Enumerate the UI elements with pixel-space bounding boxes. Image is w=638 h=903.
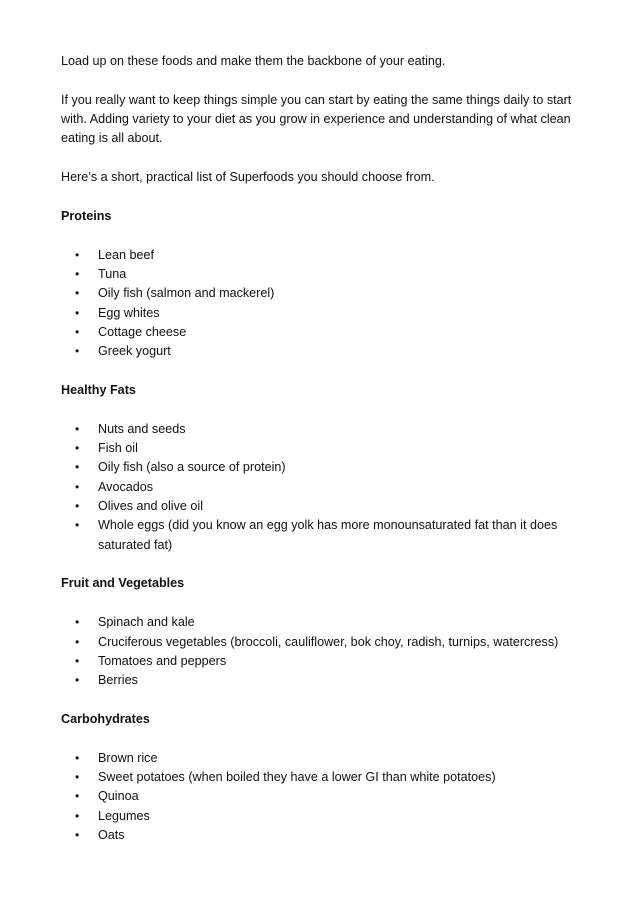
- list-item: [61, 807, 596, 826]
- section-heading: Carbohydrates: [61, 711, 150, 726]
- bullet-icon: •: [75, 634, 80, 649]
- list-item: [61, 768, 596, 787]
- intro-paragraph-2: If you really want to keep things simple you can start by eating the same things daily to start with. Adding variety to your diet as you grow in experience and understanding of what clean eating is all about.: [61, 92, 572, 146]
- list-item: [61, 516, 596, 555]
- bullet-icon: •: [75, 247, 80, 262]
- list-item-text: Avocados: [98, 479, 154, 494]
- section-heading: Healthy Fats: [61, 383, 136, 398]
- bullet-icon: •: [75, 267, 80, 282]
- bullet-icon: •: [75, 770, 80, 785]
- bullet-icon: •: [75, 441, 80, 456]
- list-item: [61, 246, 596, 265]
- list-item-text: Lean beef: [98, 247, 155, 262]
- list-item: [61, 497, 596, 516]
- list-item-text: Berries: [98, 673, 138, 688]
- document-page: [61, 52, 596, 865]
- list-item: [61, 458, 596, 477]
- list-item: [61, 633, 596, 652]
- list-item-text: Legumes: [98, 808, 150, 823]
- section-healthy-fats: [61, 381, 596, 555]
- list-item-text: Oats: [98, 827, 125, 842]
- section-carbohydrates: [61, 710, 596, 845]
- list-item-text: Tomatoes and peppers: [98, 653, 227, 668]
- bullet-icon: •: [75, 808, 80, 823]
- intro-paragraph-3: Here’s a short, practical list of Superfoods you should choose from.: [61, 170, 435, 185]
- bullet-icon: •: [75, 499, 80, 514]
- section-heading: Proteins: [61, 208, 112, 223]
- list-item-text: Sweet potatoes (when boiled they have a lower GI than white potatoes): [98, 770, 496, 785]
- bullet-icon: •: [75, 615, 80, 630]
- bullet-icon: •: [75, 324, 80, 339]
- list-item-text: Tuna: [98, 267, 127, 282]
- list-item: [61, 323, 596, 342]
- list-item-text: Brown rice: [98, 750, 158, 765]
- bullet-icon: •: [75, 305, 80, 320]
- list-item: [61, 265, 596, 284]
- bullet-icon: •: [75, 750, 80, 765]
- intro-paragraph-1: Load up on these foods and make them the backbone of your eating.: [61, 54, 446, 68]
- section-proteins: [61, 207, 596, 362]
- bullet-icon: •: [75, 789, 80, 804]
- bullet-list: [61, 246, 596, 362]
- bullet-icon: •: [75, 460, 80, 475]
- list-item-text: Egg whites: [98, 305, 160, 320]
- bullet-icon: •: [75, 421, 80, 436]
- bullet-icon: •: [75, 286, 80, 301]
- bullet-icon: •: [75, 827, 80, 842]
- bullet-icon: •: [75, 653, 80, 668]
- bullet-list: [61, 613, 596, 690]
- list-item-text: Spinach and kale: [98, 615, 195, 630]
- list-item: [61, 787, 596, 806]
- list-item: [61, 304, 596, 323]
- list-item-text: Quinoa: [98, 789, 139, 804]
- list-item: [61, 671, 596, 690]
- list-item: [61, 478, 596, 497]
- list-item-text: Olives and olive oil: [98, 499, 203, 514]
- bullet-list: [61, 749, 596, 845]
- list-item-text: Cruciferous vegetables (broccoli, cauliflower, bok choy, radish, turnips, watercress): [98, 634, 559, 649]
- list-item-text: Oily fish (salmon and mackerel): [98, 286, 275, 301]
- list-item-text: Nuts and seeds: [98, 421, 186, 436]
- list-item: [61, 652, 596, 671]
- bullet-icon: •: [75, 518, 80, 533]
- list-item-text: Cottage cheese: [98, 324, 187, 339]
- list-item: [61, 826, 596, 845]
- list-item: [61, 342, 596, 361]
- bullet-icon: •: [75, 479, 80, 494]
- section-fruit-and-vegetables: [61, 574, 596, 690]
- bullet-icon: •: [75, 344, 80, 359]
- list-item: [61, 420, 596, 439]
- list-item: [61, 613, 596, 632]
- list-item: [61, 439, 596, 458]
- list-item-text: Oily fish (also a source of protein): [98, 460, 286, 475]
- list-item: [61, 284, 596, 303]
- section-heading: Fruit and Vegetables: [61, 576, 185, 591]
- list-item-text: Greek yogurt: [98, 344, 171, 359]
- bullet-icon: •: [75, 673, 80, 688]
- list-item: [61, 749, 596, 768]
- list-item-text: Fish oil: [98, 441, 138, 456]
- list-item-text: Whole eggs (did you know an egg yolk has more monounsaturated fat than it does saturated fat): [98, 518, 558, 552]
- bullet-list: [61, 420, 596, 555]
